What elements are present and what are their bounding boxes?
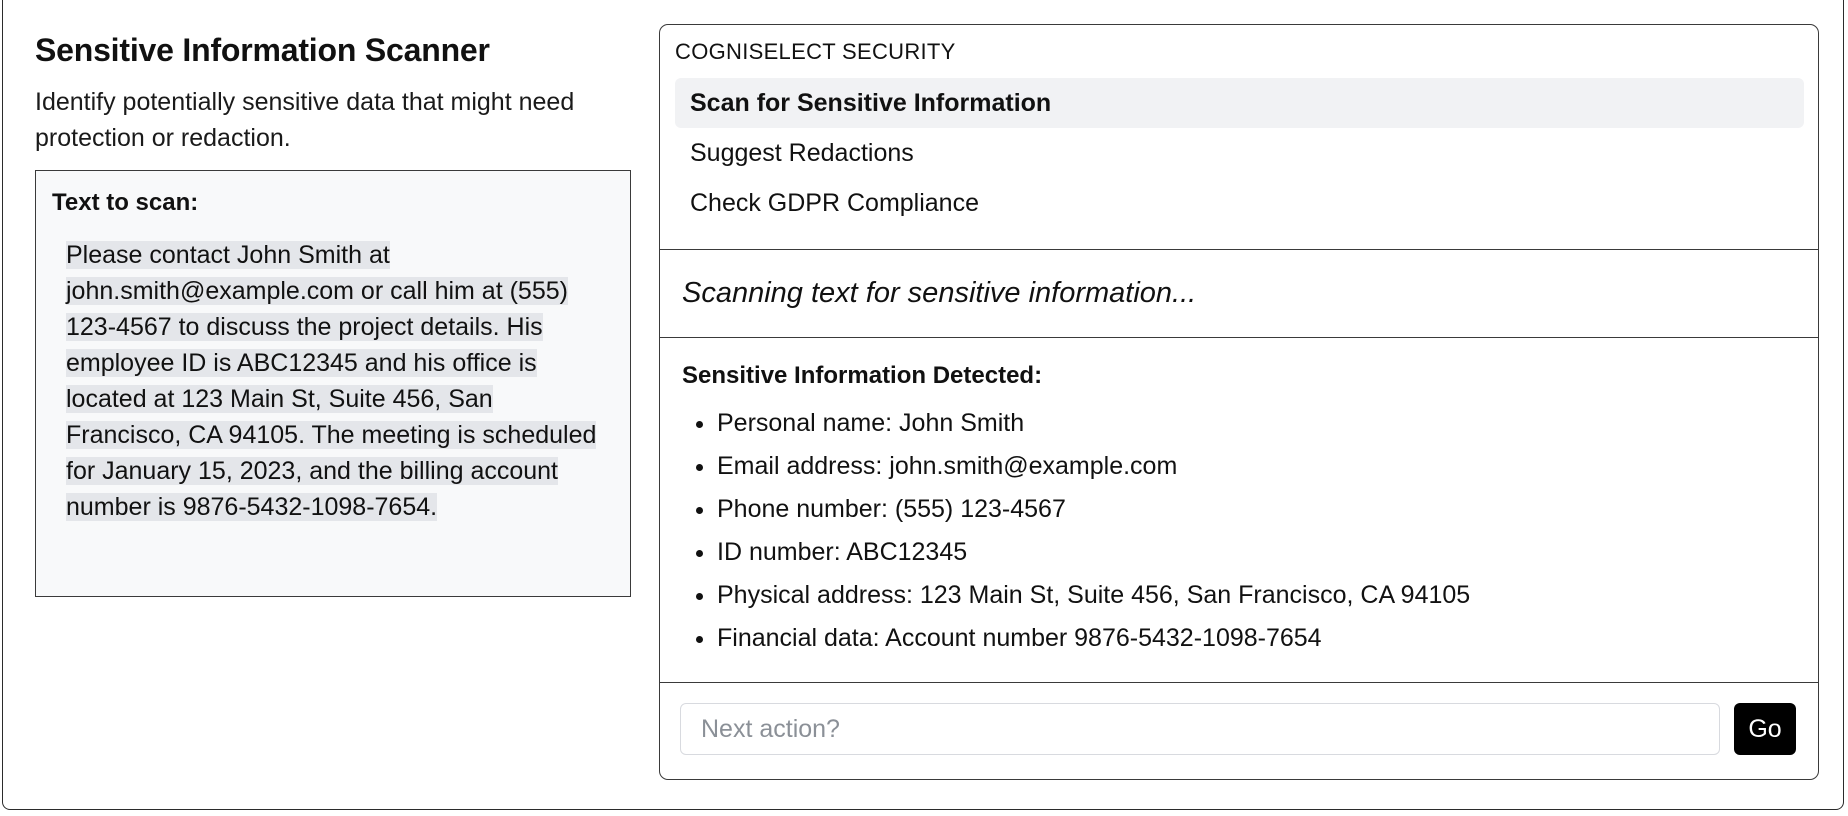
action-bar (660, 683, 1818, 779)
result-item-id: • ID number: ABC12345 (717, 531, 1796, 574)
panel-menu (660, 25, 1818, 250)
results-title: Sensitive Information Detected: (682, 362, 1043, 389)
result-item-name: • Personal name: John Smith (717, 402, 1796, 445)
next-action-input[interactable] (680, 703, 1720, 755)
result-item-financial: • Financial data: Account number 9876-5432-1098-7654 (717, 617, 1796, 660)
scan-text-content (66, 237, 606, 525)
result-item-email: • Email address: john.smith@example.com (717, 445, 1796, 488)
results-section (660, 338, 1818, 683)
app-frame (2, 0, 1844, 810)
result-item-address: • Physical address: 123 Main St, Suite 456, San Francisco, CA 94105 (717, 574, 1796, 617)
scanner-intro (35, 26, 631, 597)
menu-item-gdpr-compliance[interactable]: Check GDPR Compliance (690, 189, 979, 217)
page-title: Sensitive Information Scanner (35, 32, 490, 68)
result-item-phone: • Phone number: (555) 123-4567 (717, 488, 1796, 531)
page-subtitle: Identify potentially sensitive data that might need protection or redaction. (35, 88, 575, 152)
security-panel (659, 24, 1819, 780)
scan-text-label: Text to scan: (52, 189, 199, 216)
results-list (682, 402, 1796, 660)
scan-text-highlight: Please contact John Smith at john.smith@example.com or call him at (555) 123-4567 to discuss the project details. His employee ID is ABC12345 and his office is located at 123 Main St, Suite 456, San Francisco, CA 94105. The meeting is scheduled for January 15, 2023, and the billing account number is 9876-5432-1098-7654. (66, 241, 597, 521)
menu-item-suggest-redactions[interactable]: Suggest Redactions (690, 139, 914, 167)
go-button[interactable]: Go (1734, 703, 1796, 755)
scan-text-box (35, 170, 631, 597)
menu-item-scan[interactable]: Scan for Sensitive Information (675, 78, 1804, 128)
scan-status: Scanning text for sensitive information... (660, 250, 1818, 338)
brand-label: COGNISELECT SECURITY (675, 39, 956, 64)
